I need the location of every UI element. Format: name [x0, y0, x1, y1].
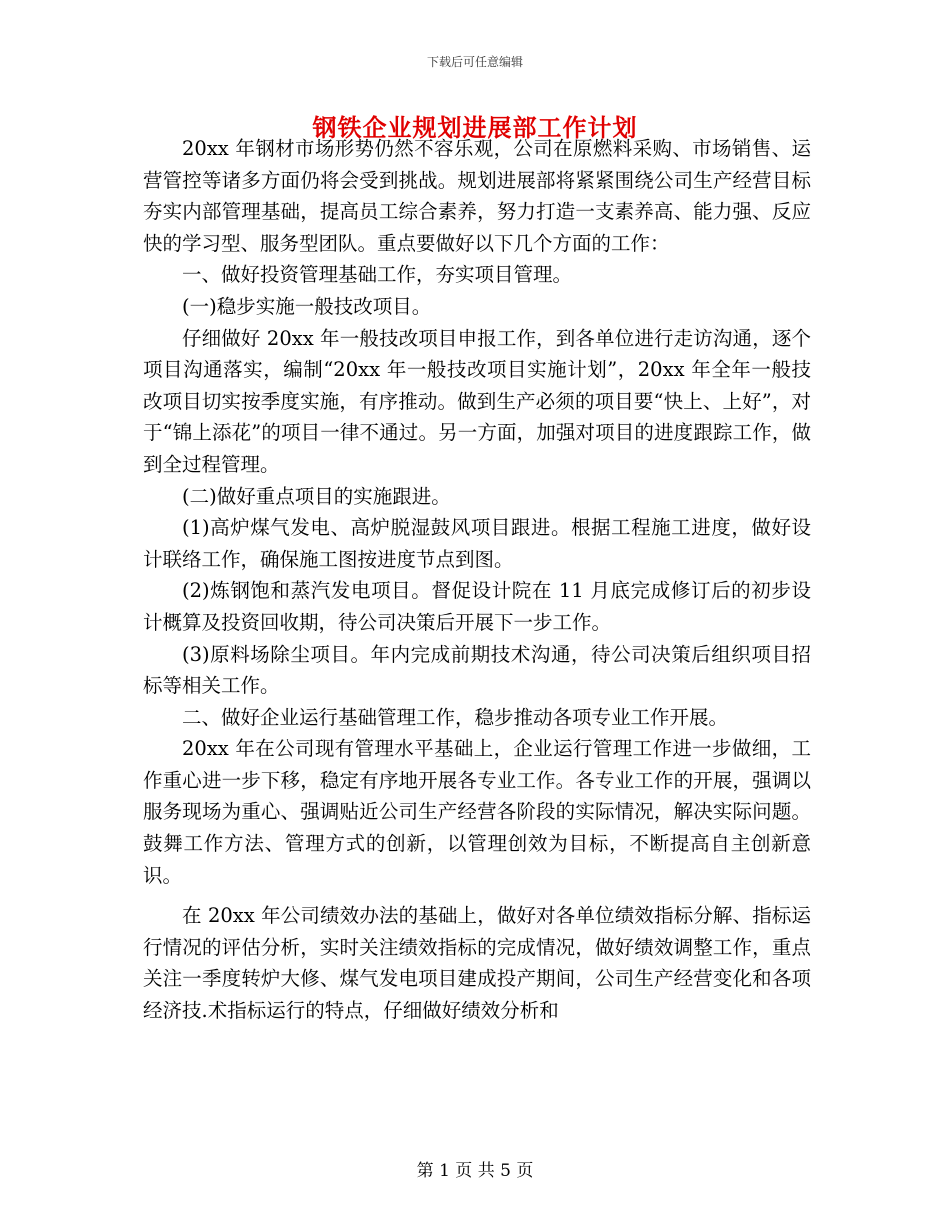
- list-item: (3)原料场除尘项目。年内完成前期技术沟通，待公司决策后组织项目招标等相关工作。: [143, 642, 811, 698]
- paragraph-intro: 20xx 年钢材市场形势仍然不容乐观，公司在原燃料采购、市场销售、运营管控等诸多方面仍将会受到挑战。规划进展部将紧紧围绕公司生产经营目标夯实内部管理基础，提高员工综合素养，努力打造一支素养高、能力强、反应快的学习型、服务型团队。重点要做好以下几个方面的工作：: [143, 137, 811, 255]
- subsection-heading-1: (一)稳步实施一般技改项目。: [182, 294, 432, 318]
- section-heading-2: 二、做好企业运行基础管理工作，稳步推动各项专业工作开展。: [182, 705, 729, 729]
- page-footer: 第 1 页 共 5 页: [416, 1161, 534, 1181]
- paragraph: 仔细做好 20xx 年一般技改项目申报工作，到各单位进行走访沟通，逐个项目沟通落实，编制“20xx 年一般技改项目实施计划”，20xx 年全年一般技改项目切实按季度实施，有序推动。做到生产必须的项目要“快上、上好”，对于“锦上添花”的项目一律不通过。另一方面，加强对项目的进度跟踪工作，做到全过程管理。: [143, 326, 811, 476]
- subsection-heading-2: (二)做好重点项目的实施跟进。: [182, 484, 451, 508]
- document-title: 钢铁企业规划进展部工作计划: [312, 113, 638, 142]
- list-item: (1)高炉煤气发电、高炉脱湿鼓风项目跟进。根据工程施工进度，做好设计联络工作，确保施工图按进度节点到图。: [143, 516, 811, 571]
- section-heading-1: 一、做好投资管理基础工作，夯实项目管理。: [182, 263, 573, 287]
- paragraph: 20xx 年在公司现有管理水平基础上，企业运行管理工作进一步做细，工作重心进一步下移，稳定有序地开展各专业工作。各专业工作的开展，强调以服务现场为重心、强调贴近公司生产经营各阶段的实际情况，解决实际问题。鼓舞工作方法、管理方式的创新，以管理创效为目标，不断提高自主创新意识。: [143, 737, 811, 887]
- list-item: (2)炼钢饱和蒸汽发电项目。督促设计院在 11 月底完成修订后的初步设计概算及投资回收期，待公司决策后开展下一步工作。: [143, 579, 811, 634]
- paragraph: 在 20xx 年公司绩效办法的基础上，做好对各单位绩效指标分解、指标运行情况的评估分析，实时关注绩效指标的完成情况，做好绩效调整工作，重点关注一季度转炉大修、煤气发电项目建成投产期间，公司生产经营变化和各项经济技.术指标运行的特点，仔细做好绩效分析和: [143, 904, 811, 1023]
- document-body: [143, 133, 811, 1027]
- header-note: 下载后可任意编辑: [426, 55, 523, 69]
